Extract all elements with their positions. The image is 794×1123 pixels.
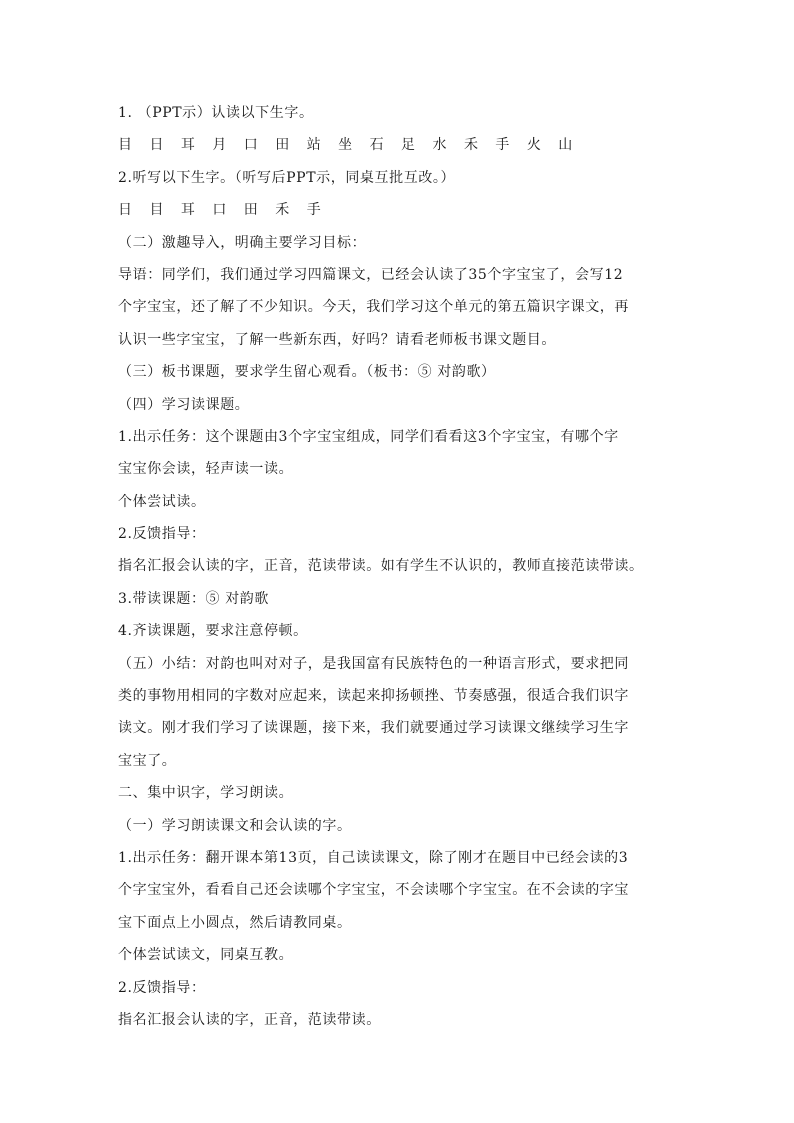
text-line: 4.齐读课题，要求注意停顿。 xyxy=(118,623,308,640)
text-line: 个字宝宝外，看看自己还会读哪个字宝宝，不会读哪个字宝宝。在不会读的字宝 xyxy=(118,882,629,899)
text-line: 指名汇报会认读的字，正音，范读带读。如有学生不认识的，教师直接范读带读。 xyxy=(118,558,644,575)
character-list-line: 目 日 耳 月 口 田 站 坐 石 足 水 禾 手 火 山 xyxy=(118,137,579,154)
section-heading: （五）小结：对韵也叫对对子，是我国富有民族特色的一种语言形式，要求把同 xyxy=(118,655,629,672)
text-line: 指名汇报会认读的字，正音，范读带读。 xyxy=(118,1011,381,1028)
text-line: 1.出示任务：这个课题由3个字宝宝组成，同学们看看这3个字宝宝，有哪个字 xyxy=(118,428,619,445)
text-line: 读文。刚才我们学习了读课题，接下来，我们就要通过学习读课文继续学习生字 xyxy=(118,720,629,737)
section-heading: （三）板书课题，要求学生留心观看。（板书：⑤ 对韵歌） xyxy=(118,364,496,381)
text-line: 3.带读课题：⑤ 对韵歌 xyxy=(118,590,270,607)
text-line: 1.出示任务：翻开课本第13页，自己读读课文，除了刚才在题目中已经会读的3 xyxy=(118,849,629,866)
character-list-line: 日 目 耳 口 田 禾 手 xyxy=(118,202,328,219)
text-line: 2.反馈指导： xyxy=(118,979,206,996)
text-line: 宝下面点上小圆点，然后请教同桌。 xyxy=(118,914,352,931)
document-body xyxy=(118,97,686,1036)
section-heading: （一）学习朗读课文和会认读的字。 xyxy=(118,817,352,834)
section-heading: （四）学习读课题。 xyxy=(118,396,250,413)
text-line: 宝宝你会读，轻声读一读。 xyxy=(118,461,294,478)
text-line: 个字宝宝，还了解了不少知识。今天，我们学习这个单元的第五篇识字课文，再 xyxy=(118,299,629,316)
text-line: 类的事物用相同的字数对应起来，读起来抑扬顿挫、节奏感强，很适合我们识字 xyxy=(118,688,629,705)
text-line: 1. （PPT示）认读以下生字。 xyxy=(118,105,314,121)
text-line: 个体尝试读。 xyxy=(118,493,206,510)
section-heading: 二、集中识字，学习朗读。 xyxy=(118,785,294,802)
section-heading: （二）激趣导入，明确主要学习目标： xyxy=(118,234,367,251)
text-line: 宝宝了。 xyxy=(118,752,177,769)
text-line: 个体尝试读文，同桌互教。 xyxy=(118,947,294,964)
text-line: 认识一些字宝宝，了解一些新东西，好吗？请看老师板书课文题目。 xyxy=(118,331,556,348)
text-line: 2.反馈指导： xyxy=(118,526,206,543)
text-line: 2.听写以下生字。（听写后PPT示，同桌互批互改。） xyxy=(118,169,456,186)
text-line: 导语：同学们，我们通过学习四篇课文，已经会认读了35个字宝宝了，会写12 xyxy=(118,266,624,283)
